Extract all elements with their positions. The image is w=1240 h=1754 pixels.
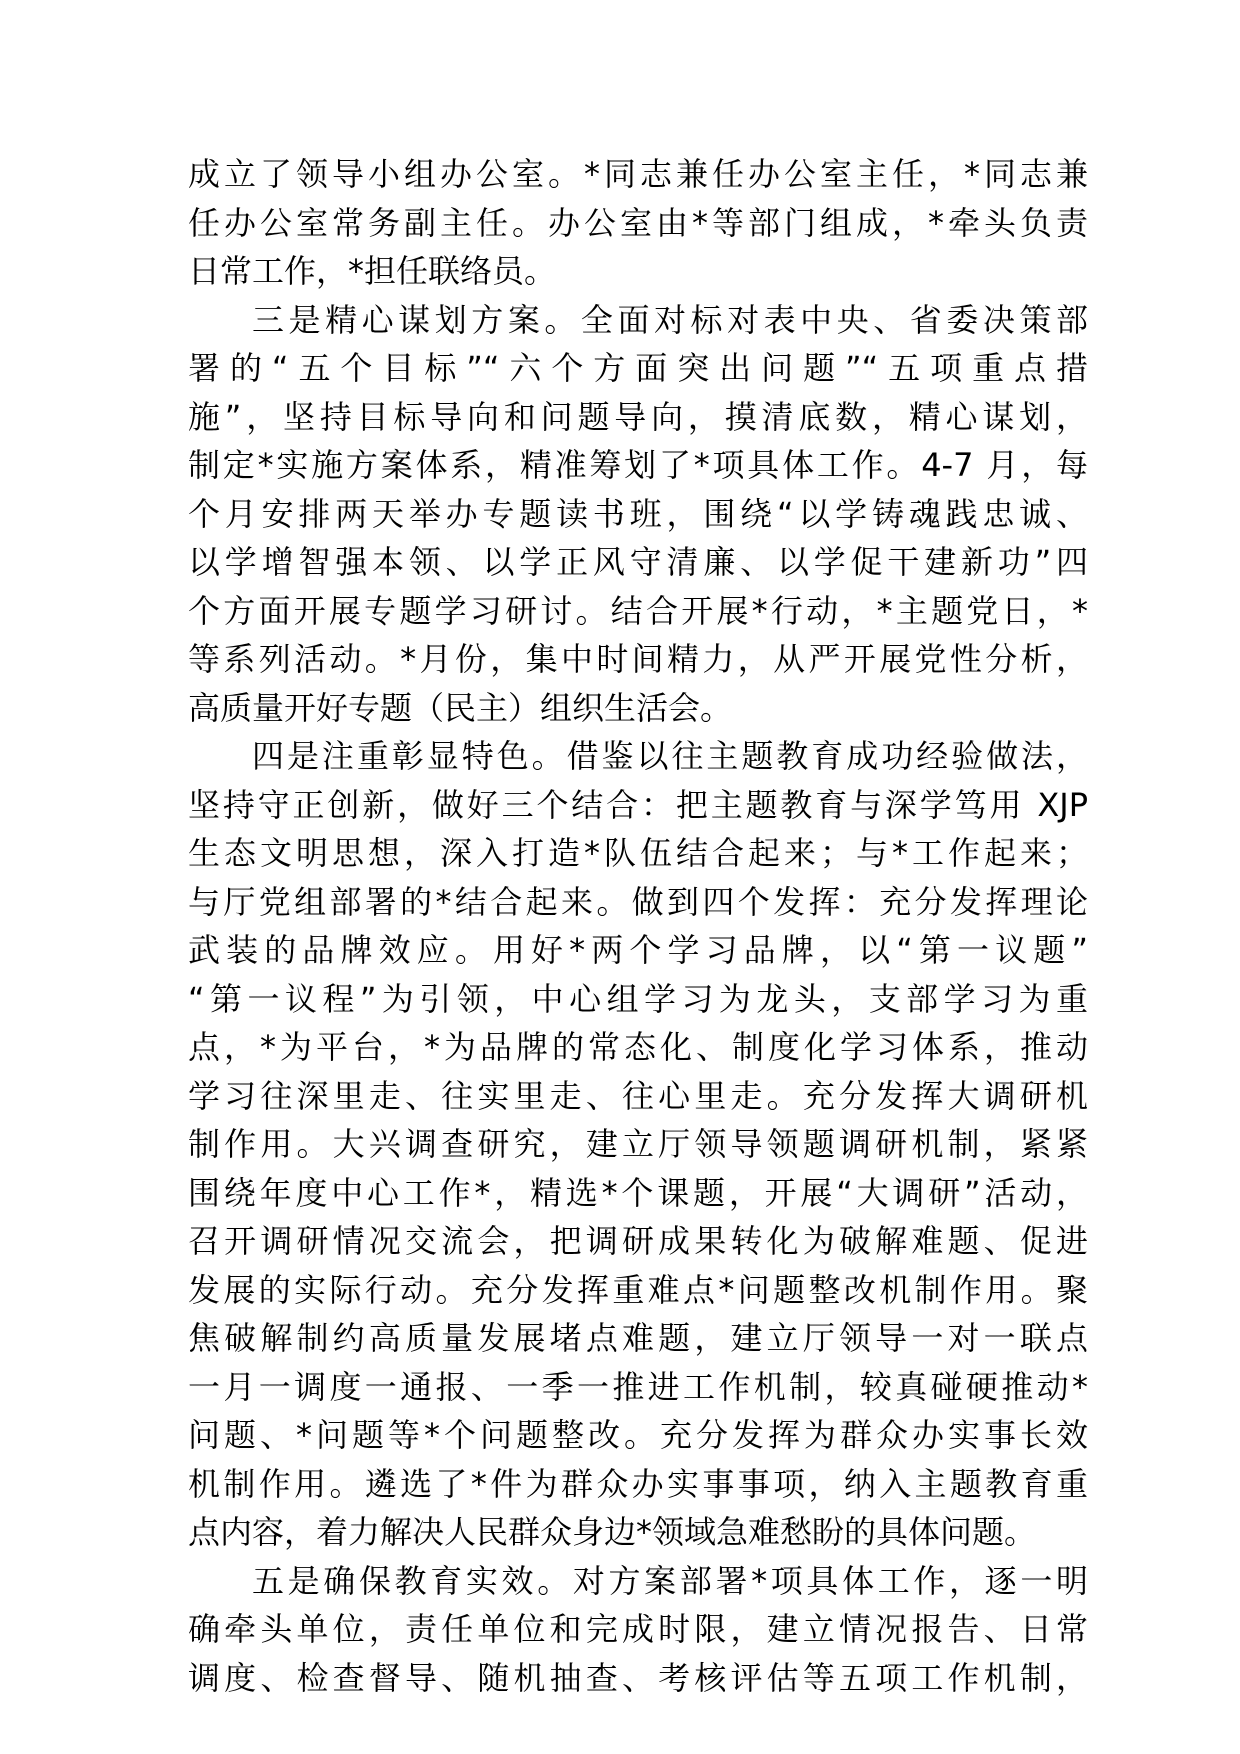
paragraph-start-line: 三是精心谋划方案。全面对标对表中央、省委决策部 bbox=[252, 300, 1088, 339]
text-line: 个方面开展专题学习研讨。结合开展*行动，*主题党日，* bbox=[188, 591, 1088, 630]
paragraph-start-line: 五是确保教育实效。对方案部署*项具体工作，逐一明 bbox=[252, 1561, 1088, 1600]
text-line: 任办公室常务副主任。办公室由*等部门组成，*牵头负责 bbox=[188, 203, 1088, 242]
text-line: 问题、*问题等*个问题整改。充分发挥为群众办实事长效 bbox=[188, 1416, 1088, 1454]
text-line: 施”，坚持目标导向和问题导向，摸清底数，精心谋划， bbox=[188, 397, 1088, 436]
text-line: 制作用。大兴调查研究，建立厅领导领题调研机制，紧紧 bbox=[188, 1125, 1088, 1163]
text-line: 围绕年度中心工作*，精选*个课题，开展“大调研”活动， bbox=[188, 1173, 1088, 1212]
text-line: 点内容，着力解决人民群众身边*领域急难愁盼的具体问题。 bbox=[188, 1513, 1037, 1551]
text-line: 调度、检查督导、随机抽查、考核评估等五项工作机制， bbox=[188, 1658, 1088, 1697]
text-line: 与厅党组部署的*结合起来。做到四个发挥：充分发挥理论 bbox=[188, 882, 1088, 921]
text-line: 以学增智强本领、以学正风守清廉、以学促干建新功”四 bbox=[188, 543, 1088, 581]
text-line: 成立了领导小组办公室。*同志兼任办公室主任，*同志兼 bbox=[188, 155, 1088, 193]
document-body bbox=[188, 150, 1088, 1702]
text-line: 机制作用。遴选了*件为群众办实事事项，纳入主题教育重 bbox=[188, 1464, 1088, 1503]
text-line: “第一议程”为引领，中心组学习为龙头，支部学习为重 bbox=[188, 979, 1088, 1018]
text-line: 焦破解制约高质量发展堵点难题，建立厅领导一对一联点 bbox=[188, 1319, 1088, 1357]
text-line: 日常工作，*担任联络员。 bbox=[188, 252, 557, 290]
text-line: 召开调研情况交流会，把调研成果转化为破解难题、促进 bbox=[188, 1222, 1088, 1260]
text-line: 点，*为平台，*为品牌的常态化、制度化学习体系，推动 bbox=[188, 1028, 1088, 1066]
text-line: 一月一调度一通报、一季一推进工作机制，较真碰硬推动* bbox=[188, 1367, 1088, 1406]
paragraph-start-line: 四是注重彰显特色。借鉴以往主题教育成功经验做法， bbox=[252, 737, 1088, 775]
text-line: 高质量开好专题（民主）组织生活会。 bbox=[188, 688, 733, 727]
text-line: 坚持守正创新，做好三个结合：把主题教育与深学笃用 XJP bbox=[188, 785, 1088, 824]
text-line: 学习往深里走、往实里走、往心里走。充分发挥大调研机 bbox=[188, 1076, 1088, 1115]
text-line: 确牵头单位，责任单位和完成时限，建立情况报告、日常 bbox=[188, 1610, 1088, 1648]
text-line: 制定*实施方案体系，精准筹划了*项具体工作。4-7 月，每 bbox=[188, 446, 1088, 484]
text-line: 武装的品牌效应。用好*两个学习品牌，以“第一议题” bbox=[188, 931, 1088, 969]
text-line: 生态文明思想，深入打造*队伍结合起来；与*工作起来； bbox=[188, 834, 1088, 872]
text-line: 发展的实际行动。充分发挥重难点*问题整改机制作用。聚 bbox=[188, 1270, 1088, 1309]
text-line: 等系列活动。*月份，集中时间精力，从严开展党性分析， bbox=[188, 640, 1088, 678]
text-line: 署的“五个目标”“六个方面突出问题”“五项重点措 bbox=[188, 349, 1088, 387]
text-line: 个月安排两天举办专题读书班，围绕“以学铸魂践忠诚、 bbox=[188, 494, 1088, 533]
